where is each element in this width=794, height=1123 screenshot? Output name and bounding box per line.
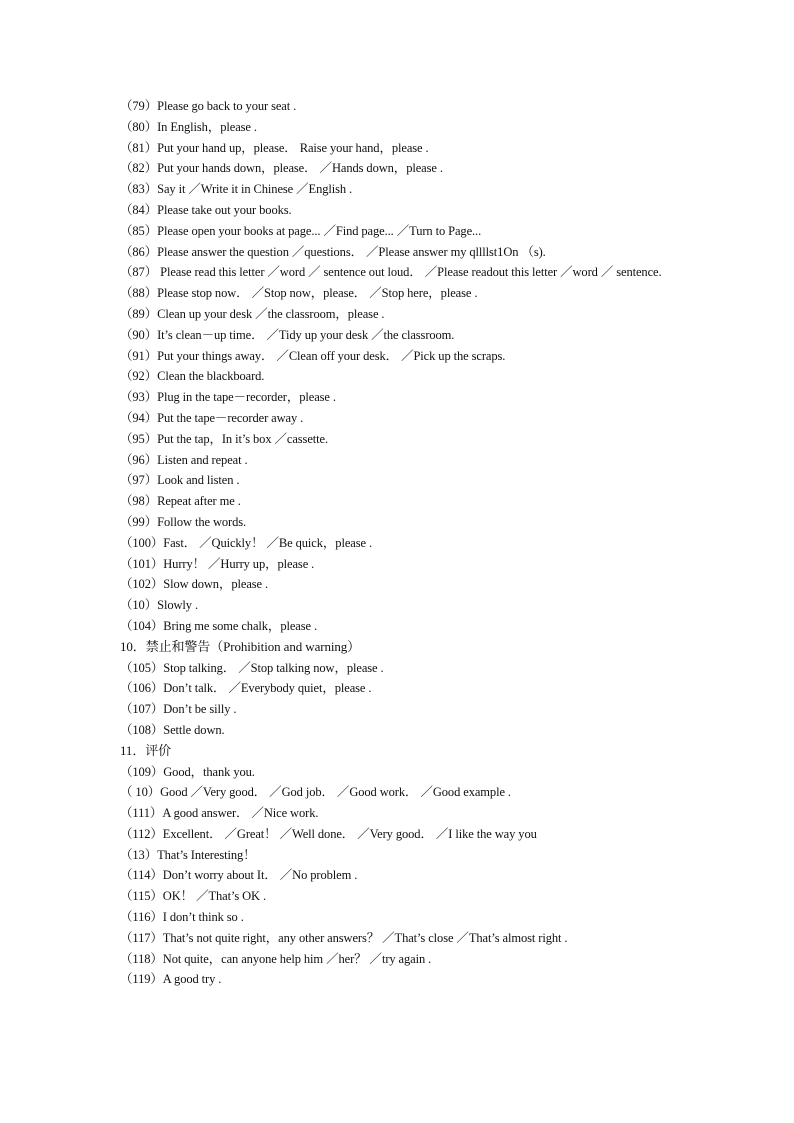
section-heading: 11．评价 bbox=[120, 742, 172, 758]
list-item: （101）Hurry！ ／Hurry up，please . bbox=[120, 556, 315, 571]
list-item: （90）It’s clean－up time． ／Tidy up your desk ／the classroom. bbox=[120, 327, 455, 342]
list-item: （102）Slow down，please . bbox=[120, 577, 269, 592]
list-item: （115）OK！ ／That’s OK . bbox=[120, 889, 267, 904]
list-item: （83）Say it ／Write it in Chinese ／English . bbox=[120, 182, 353, 197]
list-item: （95）Put the tap，In it’s box ／cassette. bbox=[120, 431, 328, 446]
list-item: （104）Bring me some chalk，please . bbox=[120, 618, 318, 633]
document-body bbox=[120, 96, 680, 990]
list-item: （89）Clean up your desk ／the classroom，please . bbox=[120, 306, 385, 321]
list-item: （87） Please read this letter ／word ／ sentence out loud． ／Please readout this letter ／word ／ sentence. bbox=[120, 265, 662, 280]
section-heading: 10．禁止和警告（Prohibition and warning） bbox=[120, 638, 361, 654]
list-item: （98）Repeat after me . bbox=[120, 494, 241, 509]
list-item: （79）Please go back to your seat . bbox=[120, 99, 297, 113]
list-item: （119）A good try . bbox=[120, 972, 222, 987]
list-item: （114）Don’t worry about It． ／No problem . bbox=[120, 868, 358, 883]
list-item: （81）Put your hand up，please． Raise your hand，please . bbox=[120, 140, 429, 155]
list-item: （99）Follow the words. bbox=[120, 514, 247, 529]
list-item: （107）Don’t be silly . bbox=[120, 702, 237, 717]
list-item: （88）Please stop now． ／Stop now，please． ／Stop here，please . bbox=[120, 286, 478, 301]
list-item: （85）Please open your books at page... ／Find page... ／Turn to Page... bbox=[120, 223, 482, 238]
list-item: （82）Put your hands down，please． ／Hands down，please . bbox=[120, 161, 443, 176]
list-item: （117）That’s not quite right，any other answers？ ／That’s close ／That’s almost right . bbox=[120, 930, 568, 945]
list-item: （91）Put your things away． ／Clean off your desk． ／Pick up the scraps. bbox=[120, 348, 506, 363]
list-item: （108）Settle down. bbox=[120, 722, 225, 737]
list-item: （ 10）Good ／Very good． ／God job． ／Good work． ／Good example . bbox=[120, 785, 511, 800]
list-item: （94）Put the tape－recorder away . bbox=[120, 410, 304, 425]
list-item: （109）Good，thank you. bbox=[120, 764, 255, 779]
list-item: （97）Look and listen . bbox=[120, 473, 240, 488]
list-item: （86）Please answer the question ／questions． ／Please answer my qllllst1On （s). bbox=[120, 244, 546, 259]
list-item: （112）Excellent． ／Great！ ／Well done． ／Very good． ／I like the way you bbox=[120, 826, 537, 841]
list-item: （118）Not quite，can anyone help him ／her？ ／try again . bbox=[120, 951, 432, 966]
list-item: （84）Please take out your books. bbox=[120, 202, 292, 217]
list-item: （80）In English，please . bbox=[120, 119, 257, 134]
list-item: （100）Fast． ／Quickly！ ／Be quick，please . bbox=[120, 535, 372, 550]
list-item: （93）Plug in the tape－recorder，please . bbox=[120, 390, 336, 405]
list-item: （105）Stop talking． ／Stop talking now，please . bbox=[120, 660, 384, 675]
list-item: （111）A good answer． ／Nice work. bbox=[120, 806, 319, 821]
list-item: （92）Clean the blackboard. bbox=[120, 369, 265, 384]
list-item: （116）I don’t think so . bbox=[120, 910, 244, 925]
list-item: （10）Slowly . bbox=[120, 598, 198, 613]
list-item: （96）Listen and repeat . bbox=[120, 452, 248, 467]
list-item: （13）That’s Interesting！ bbox=[120, 847, 256, 862]
list-item: （106）Don’t talk． ／Everybody quiet，please . bbox=[120, 681, 372, 696]
